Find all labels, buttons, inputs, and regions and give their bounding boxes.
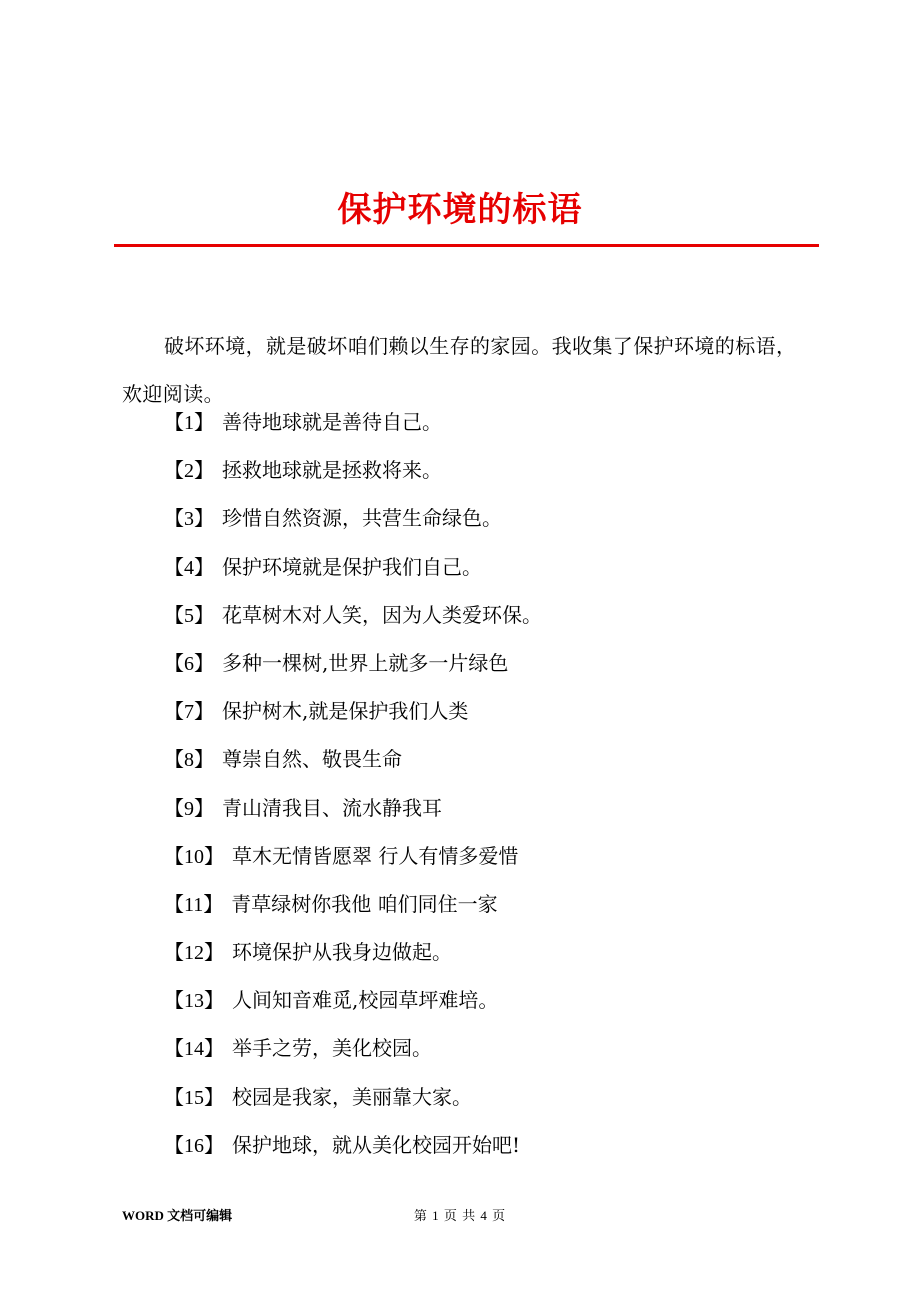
slogan-number: 【13】 bbox=[164, 990, 224, 1013]
list-item bbox=[164, 735, 804, 783]
slogan-number: 【8】 bbox=[164, 749, 214, 772]
slogan-text: 拯救地球就是拯救将来。 bbox=[222, 458, 442, 483]
slogan-text: 尊崇自然、敬畏生命 bbox=[222, 747, 402, 772]
title-divider bbox=[114, 244, 819, 247]
slogan-text: 保护环境就是保护我们自己。 bbox=[222, 554, 482, 579]
slogan-list bbox=[164, 398, 804, 1169]
list-item bbox=[164, 687, 804, 735]
slogan-text: 珍惜自然资源，共营生命绿色。 bbox=[222, 506, 502, 531]
slogan-number: 【14】 bbox=[164, 1038, 224, 1061]
slogan-text: 多种一棵树,世界上就多一片绿色 bbox=[222, 650, 509, 675]
slogan-number: 【6】 bbox=[164, 652, 214, 675]
slogan-text: 环境保护从我身边做起。 bbox=[232, 940, 452, 965]
list-item bbox=[164, 928, 804, 976]
slogan-number: 【16】 bbox=[164, 1134, 224, 1157]
slogan-number: 【9】 bbox=[164, 797, 214, 820]
slogan-number: 【10】 bbox=[164, 845, 224, 868]
slogan-number: 【12】 bbox=[164, 942, 224, 965]
list-item bbox=[164, 1024, 804, 1072]
list-item bbox=[164, 880, 804, 928]
list-item bbox=[164, 1073, 804, 1121]
list-item bbox=[164, 784, 804, 832]
list-item bbox=[164, 543, 804, 591]
intro-paragraph: 破坏环境，就是破坏咱们赖以生存的家园。我收集了保护环境的标语，欢迎阅读。 bbox=[122, 334, 797, 406]
slogan-number: 【4】 bbox=[164, 556, 214, 579]
list-item bbox=[164, 494, 804, 542]
slogan-text: 善待地球就是善待自己。 bbox=[222, 410, 442, 434]
slogan-text: 保护树木,就是保护我们人类 bbox=[222, 699, 469, 724]
slogan-text: 花草树木对人笑，因为人类爱环保。 bbox=[222, 602, 542, 627]
slogan-number: 【11】 bbox=[164, 893, 224, 916]
list-item bbox=[164, 639, 804, 687]
list-item bbox=[164, 976, 804, 1024]
slogan-number: 【5】 bbox=[164, 604, 214, 627]
slogan-text: 草木无情皆愿翠 行人有情多爱惜 bbox=[232, 843, 519, 868]
slogan-text: 校园是我家，美丽靠大家。 bbox=[232, 1084, 472, 1109]
list-item bbox=[164, 446, 804, 494]
slogan-text: 人间知音难觅,校园草坪难培。 bbox=[232, 988, 499, 1013]
slogan-number: 【2】 bbox=[164, 460, 214, 483]
footer-label: WORD 文档可编辑 bbox=[122, 1208, 233, 1223]
slogan-number: 【3】 bbox=[164, 508, 214, 531]
slogan-number: 【7】 bbox=[164, 701, 214, 724]
slogan-text: 举手之劳，美化校园。 bbox=[232, 1036, 432, 1061]
slogan-text: 保护地球，就从美化校园开始吧! bbox=[232, 1132, 521, 1157]
slogan-text: 青山清我目、流水静我耳 bbox=[222, 795, 442, 820]
document-title: 保护环境的标语 bbox=[337, 189, 583, 230]
page-number: 第 1 页 共 4 页 bbox=[413, 1208, 507, 1223]
list-item bbox=[164, 1121, 804, 1169]
slogan-number: 【15】 bbox=[164, 1086, 224, 1109]
list-item bbox=[164, 398, 804, 446]
list-item bbox=[164, 591, 804, 639]
slogan-text: 青草绿树你我他 咱们同住一家 bbox=[231, 891, 498, 916]
slogan-number: 【1】 bbox=[164, 412, 214, 434]
list-item bbox=[164, 832, 804, 880]
